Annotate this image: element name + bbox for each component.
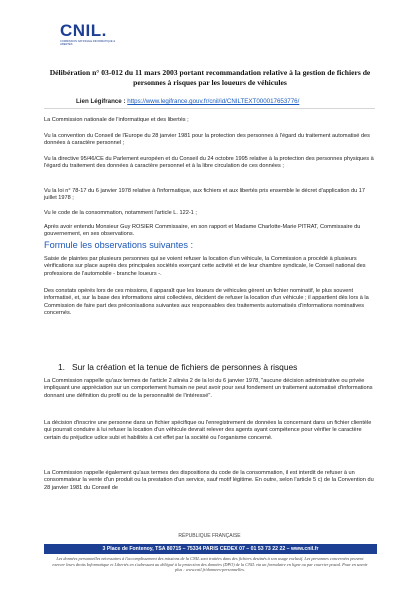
legifrance-label: Lien Légifrance : — [76, 98, 126, 105]
paragraph-3: La Commission rappelle également qu'aux termes des dispositions du code de la consommation, il est interdit de refuser à un consommateur la vente d'un produit ou la prestation d'un service, sauf motif légitime. En outre, selon l'article 5 c) de la Convention du 28 janvier 1981 du Conseil de — [44, 470, 374, 491]
visa-5: Vu le code de la consommation, notamment l'article L. 122-1 ; — [44, 210, 197, 216]
paragraph-2: La décision d'inscrire une personne dans un fichier spécifique ou l'enregistrement de données la concernant dans un fichier clientèle qui pourrait conduire à lui refuser la location d'un véhicule devrait relever des agents ayant compétence pour vérifier le caractère certain du préjudice udice subi et habilités à cet effet par la société ou l'organisme concerné. — [44, 420, 372, 441]
logo-word: CNIL. — [60, 21, 107, 40]
visa-4: Vu la loi n° 78-17 du 6 janvier 1978 relative à l'informatique, aux fichiers et aux libertés pris ensemble le décret d'application du 17 juillet 1978 ; — [44, 188, 366, 202]
logo-subtitle: COMMISSION NATIONALE INFORMATIQUE & LIBERTÉS — [60, 40, 116, 47]
observation-1: Saisie de plaintes par plusieurs personnes qui se voient refuser la location d'un véhicule, la Commission a procédé à plusieurs vérifications sur place auprès des principales sociétés exerçant cette activité et de leur chambre syndicale, le Conseil national des professions de l'automobile - branche loueurs -. — [44, 256, 366, 277]
subsection-heading — [58, 362, 297, 372]
footer-privacy-note: Les données personnelles nécessaires à l'accomplissement des missions de la CNIL sont traitées dans des fichiers destinés à son usage exclusif. Les personnes concernées peuvent exercer leurs droits Informatique et Libertés en s'adressant au délégué à la protection des données (DPO) de la CNIL via un formulaire en ligne ou par courrier postal. Pour en savoir plus : www.cnil.fr/donnees-personnelles. — [52, 556, 368, 573]
legifrance-line — [76, 98, 299, 106]
subsection-number: 1. — [58, 362, 65, 372]
subsection-title: Sur la création et la tenue de fichiers de personnes à risques — [72, 362, 298, 372]
observation-2: Des constats opérés lors de ces missions, il apparaît que les loueurs de véhicules gèrent un fichier nominatif, le plus souvent informatisé, et, sur la base des informations ainsi collectées, décident de refuser la location d'un véhicule ; il appartient dès lors à la Commission de faire part des préconisations suivantes aux responsables des traitements automatisés d'informations nominatives concernés. — [44, 288, 369, 317]
legifrance-link[interactable]: https://www.legifrance.gouv.fr/cnil/id/CNILTEXT000017653776/ — [127, 98, 300, 105]
document-title: Délibération n° 03-012 du 11 mars 2003 portant recommandation relative à la gestion de fichiers de personnes à risques par les loueurs de véhicules — [49, 68, 371, 87]
visa-1: La Commission nationale de l'informatique et des libertés ; — [44, 117, 189, 123]
footer-republique: RÉPUBLIQUE FRANÇAISE — [178, 533, 241, 539]
divider — [44, 108, 375, 109]
visa-2: Vu la convention du Conseil de l'Europe du 28 janvier 1981 pour la protection des personnes à l'égard du traitement automatisé des données à caractère personnel ; — [44, 133, 370, 147]
footer-address-bar: 3 Place de Fontenoy, TSA 80715 – 75334 PARIS CEDEX 07 – 01 53 73 22 22 – www.cnil.fr — [44, 544, 377, 554]
section-heading: Formule les observations suivantes : — [44, 240, 194, 250]
visa-6: Après avoir entendu Monsieur Guy ROSIER Commissaire, en son rapport et Madame Charlotte-Marie PITRAT, Commissaire du gouvernement, en ses observations. — [44, 224, 361, 238]
visa-3: Vu la directive 95/46/CE du Parlement européen et du Conseil du 24 octobre 1995 relative à la protection des personnes physiques à l'égard du traitement des données à caractère personnel et à la libre circulation de ces données ; — [44, 156, 374, 170]
cnil-logo — [60, 22, 120, 47]
paragraph-1: La Commission rappelle qu'aux termes de l'article 2 alinéa 2 de la loi du 6 janvier 1978, "aucune décision administrative ou privée impliquant une appréciation sur un comportement humain ne peut avoir pour seul fondement un traitement automatisé d'informations donnant une définition du profil ou de la personnalité de l'intéressé". — [44, 378, 373, 399]
